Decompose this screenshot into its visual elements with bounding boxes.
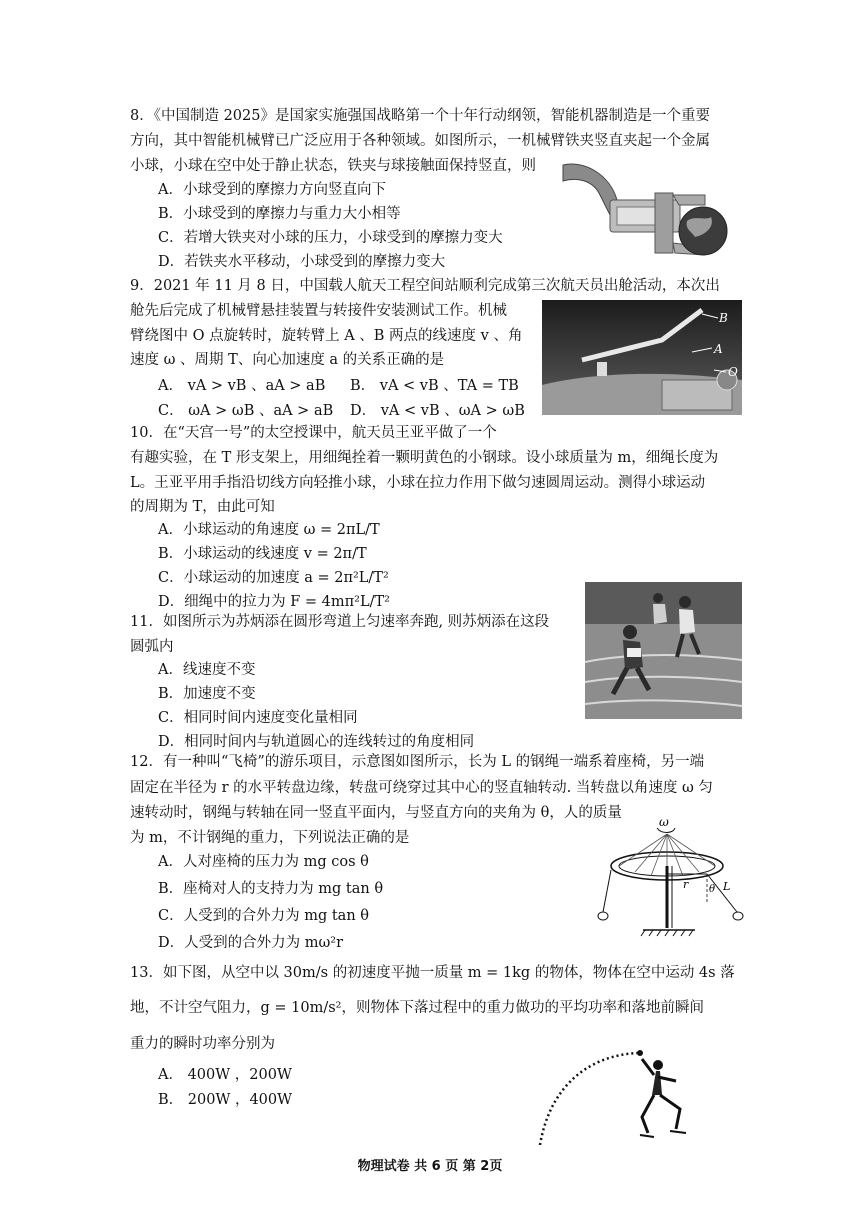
q11-stem-line-1: 11．如图所示为苏炳添在圆形弯道上匀速率奔跑, 则苏炳添在这段	[130, 614, 550, 630]
q10-option-c: C．小球运动的加速度 a = 2π²L/T²	[158, 570, 389, 586]
q10-option-a: A．小球运动的角速度 ω = 2πL/T	[158, 522, 380, 538]
q13-stem-line-2: 地，不计空气阻力，g = 10m/s²，则物体下落过程中的重力做功的平均功率和落地前瞬间	[130, 1000, 704, 1016]
label-theta: θ	[709, 884, 716, 895]
q9-stem-line-2: 舱先后完成了机械臂悬挂装置与转接件安装测试工作。机械	[130, 303, 507, 319]
q9-option-d: D． vA < vB 、ωA > ωB	[350, 403, 525, 419]
q13-option-b: B． 200W ，400W	[158, 1092, 293, 1108]
q12-stem-line-3: 速转动时，钢绳与转轴在同一竖直平面内，与竖直方向的夹角为 θ，人的质量	[130, 805, 622, 821]
q12-option-b: B．座椅对人的支持力为 mg tan θ	[158, 881, 384, 897]
q9-option-a: A． vA > vB 、aA > aB	[158, 378, 326, 394]
q13-option-a: A． 400W ，200W	[158, 1067, 292, 1083]
q10-stem-line-2: 有趣实验，在 T 形支架上，用细绳拴着一颗明黄色的小钢球。设小球质量为 m，细绳长度为	[130, 450, 719, 466]
q11-option-c: C．相同时间内速度变化量相同	[158, 710, 358, 726]
q10-stem-line-4: 的周期为 T，由此可知	[130, 499, 275, 515]
q10-stem-line-1: 10．在“天宫一号”的太空授课中，航天员王亚平做了一个	[130, 425, 497, 441]
flying-chair-diagram	[595, 808, 755, 938]
label-l: L	[723, 880, 731, 893]
label-omega: ω	[659, 815, 669, 829]
q9-option-b: B． vA < vB 、TA = TB	[350, 378, 519, 394]
q12-stem-line-1: 12．有一种叫“飞椅”的游乐项目，示意图如图所示，长为 L 的钢绳一端系着座椅，另一端	[130, 754, 705, 770]
q8-stem-line-1: 8．《中国制造 2025》是国家实施强国战略第一个十年行动纲领，智能机器制造是一个重要	[130, 108, 710, 124]
q9-stem-line-3: 臂绕图中 O 点旋转时，旋转臂上 A 、B 两点的线速度 v 、角	[130, 328, 523, 344]
q12-option-c: C．人受到的合外力为 mg tan θ	[158, 908, 369, 924]
q8-stem-line-2: 方向，其中智能机械臂已广泛应用于各种领域。如图所示，一机械臂铁夹竖直夹起一个金属	[130, 133, 710, 149]
q11-option-d: D．相同时间内与轨道圆心的连线转过的角度相同	[158, 734, 475, 750]
sprinters-photo-figure	[585, 582, 742, 719]
q10-option-b: B．小球运动的线速度 v = 2π/T	[158, 546, 367, 562]
q12-option-d: D．人受到的合外力为 mω²r	[158, 935, 344, 951]
q13-stem-line-3: 重力的瞬时功率分别为	[130, 1036, 275, 1052]
q11-option-a: A．线速度不变	[158, 662, 256, 678]
label-b: B	[719, 311, 728, 325]
q9-option-c: C． ωA > ωB 、aA > aB	[158, 403, 334, 419]
robot-gripper-figure	[555, 155, 730, 270]
q8-option-b: B．小球受到的摩擦力与重力大小相等	[158, 206, 401, 222]
q12-stem-line-2: 固定在半径为 r 的水平转盘边缘，转盘可绕穿过其中心的竖直轴转动. 当转盘以角速度 ω 匀	[130, 780, 713, 796]
label-r: r	[683, 878, 689, 891]
q10-option-d: D．细绳中的拉力为 F = 4mπ²L/T²	[158, 594, 390, 610]
q11-stem-line-2: 圆弧内	[130, 639, 174, 655]
projectile-throw-figure	[530, 1045, 700, 1145]
q12-option-a: A．人对座椅的压力为 mg cos θ	[158, 854, 369, 870]
q8-option-d: D．若铁夹水平移动，小球受到的摩擦力变大	[158, 254, 446, 270]
label-a: A	[714, 342, 723, 356]
q9-stem-line-1: 9．2021 年 11 月 8 日，中国载人航天工程空间站顺利完成第三次航天员出舱活动，本次出	[130, 278, 720, 294]
label-o: O	[728, 365, 738, 379]
q12-stem-line-4: 为 m，不计钢绳的重力，下列说法正确的是	[130, 830, 410, 846]
q13-stem-line-1: 13．如下图，从空中以 30m/s 的初速度平抛一质量 m = 1kg 的物体，物体在空中运动 4s 落	[130, 965, 735, 981]
q8-stem-line-3: 小球，小球在空中处于静止状态，铁夹与球接触面保持竖直，则	[130, 158, 536, 174]
q11-option-b: B．加速度不变	[158, 686, 256, 702]
page-footer: 物理试卷 共 6 页 第 2页	[357, 1159, 503, 1174]
q10-stem-line-3: L。王亚平用手指沿切线方向轻推小球，小球在拉力作用下做匀速圆周运动。测得小球运动	[130, 475, 706, 491]
q9-stem-line-4: 速度 ω 、周期 T、向心加速度 a 的关系正确的是	[130, 352, 445, 368]
q8-option-a: A．小球受到的摩擦力方向竖直向下	[158, 182, 386, 198]
q8-option-c: C．若增大铁夹对小球的压力，小球受到的摩擦力变大	[158, 230, 503, 246]
space-station-arm-figure	[542, 300, 742, 415]
